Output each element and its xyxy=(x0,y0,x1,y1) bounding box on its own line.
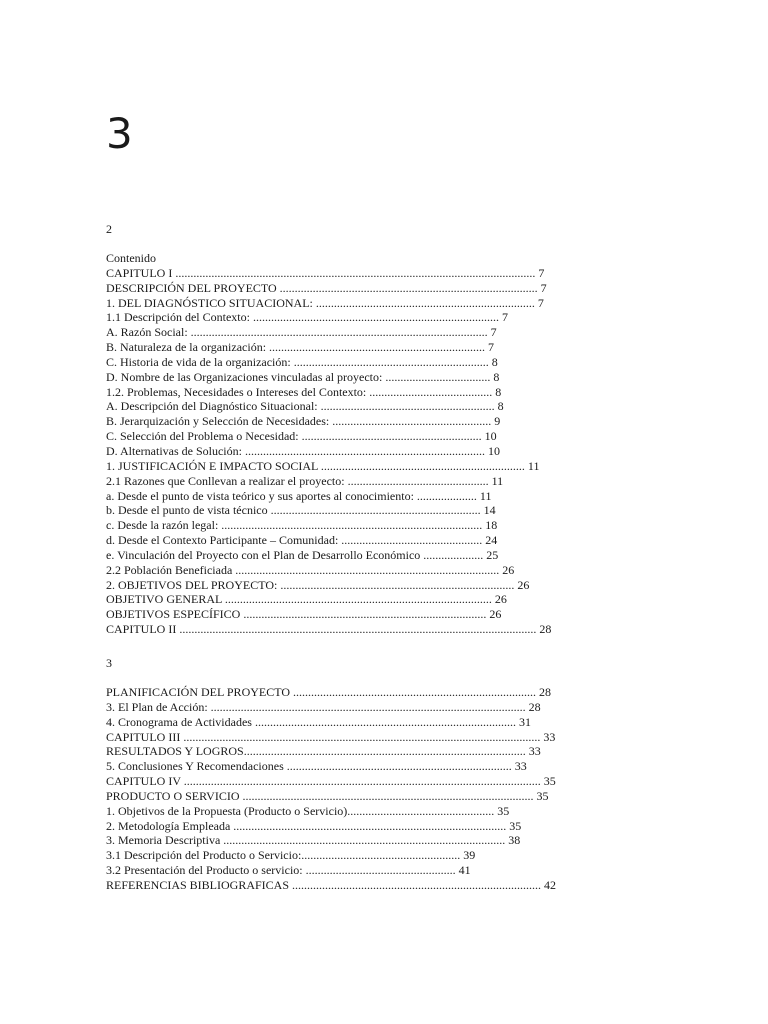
toc-entry[interactable]: 1. Objetivos de la Propuesta (Producto o Servicio)................................................. 35 xyxy=(106,803,510,818)
toc-entry[interactable]: 1.2. Problemas, Necesidades o Intereses del Contexto: ......................................... 8 xyxy=(106,384,502,399)
toc-entry[interactable]: PLANIFICACIÓN DEL PROYECTO ................................................................................. 28 xyxy=(106,685,552,699)
toc-entry[interactable]: 2.2 Población Beneficiada ........................................................................................ 26 xyxy=(106,562,515,577)
table-of-contents-part-1 xyxy=(106,251,626,637)
toc-heading: Contenido xyxy=(106,251,156,265)
large-page-number: 3 xyxy=(106,109,133,158)
toc-entry[interactable]: 2.1 Razones que Conllevan a realizar el proyecto: ............................................... 11 xyxy=(106,473,504,488)
toc-entry[interactable]: d. Desde el Contexto Participante – Comunidad: ............................................... 24 xyxy=(106,533,498,548)
toc-entry[interactable]: b. Desde el punto de vista técnico ...................................................................... 14 xyxy=(106,503,496,518)
toc-entry[interactable]: OBJETIVOS ESPECÍFICO ................................................................................. 26 xyxy=(106,607,502,622)
toc-entry[interactable]: 3. El Plan de Acción: ......................................................................................................... 28 xyxy=(106,699,541,714)
toc-entry[interactable]: REFERENCIAS BIBLIOGRAFICAS ................................................................................... 42 xyxy=(106,877,557,892)
toc-entry[interactable]: 3. Memoria Descriptiva .............................................................................................. 38 xyxy=(106,833,521,848)
toc-entry[interactable]: 3.1 Descripción del Producto o Servicio:..................................................... 39 xyxy=(106,848,476,863)
toc-entry[interactable]: a. Desde el punto de vista teórico y sus aportes al conocimiento: .................... 11 xyxy=(106,488,492,503)
toc-entry[interactable]: 2. OBJETIVOS DEL PROYECTO: .............................................................................. 26 xyxy=(106,577,530,592)
toc-entry[interactable]: 1.1 Descripción del Contexto: .................................................................................. 7 xyxy=(106,310,508,325)
toc-entry[interactable]: CAPITULO I ........................................................................................................................ 7 xyxy=(106,265,545,280)
toc-entry[interactable]: 4. Cronograma de Actividades ....................................................................................... 31 xyxy=(106,714,531,729)
toc-entry[interactable]: c. Desde la razón legal: ....................................................................................... 18 xyxy=(106,518,498,533)
toc-entry[interactable]: C. Historia de vida de la organización: ................................................................. 8 xyxy=(106,354,498,369)
table-of-contents-part-2 xyxy=(106,685,626,893)
toc-entry[interactable]: 1. DEL DIAGNÓSTICO SITUACIONAL: ......................................................................... 7 xyxy=(106,295,544,310)
toc-entry[interactable]: PRODUCTO O SERVICIO ................................................................................................. 35 xyxy=(106,788,549,803)
toc-entry[interactable]: B. Jerarquización y Selección de Necesidades: ..................................................... 9 xyxy=(106,414,501,429)
toc-entry[interactable]: 3.2 Presentación del Producto o servicio: .................................................. 41 xyxy=(106,863,471,878)
toc-entry[interactable]: 1. JUSTIFICACIÓN E IMPACTO SOCIAL .................................................................... 11 xyxy=(106,458,540,473)
toc-entry[interactable]: CAPITULO II ....................................................................................................................... 28 xyxy=(106,622,552,637)
toc-entry[interactable]: C. Selección del Problema o Necesidad: ............................................................ 10 xyxy=(106,429,497,444)
toc-entry[interactable]: CAPITULO III ....................................................................................................................... 33 xyxy=(106,729,556,744)
toc-entry[interactable]: 5. Conclusiones Y Recomendaciones ........................................................................... 33 xyxy=(106,759,527,774)
toc-entry[interactable]: 2. Metodología Empleada ........................................................................................... 35 xyxy=(106,818,522,833)
toc-entry[interactable]: A. Descripción del Diagnóstico Situacional: .......................................................... 8 xyxy=(106,399,504,414)
toc-entry[interactable]: D. Alternativas de Solución: ................................................................................ 10 xyxy=(106,443,500,458)
toc-entry[interactable]: DESCRIPCIÓN DEL PROYECTO ...................................................................................... 7 xyxy=(106,280,547,295)
toc-entry[interactable]: e. Vinculación del Proyecto con el Plan de Desarrollo Económico .................... 25 xyxy=(106,547,499,562)
toc-entry[interactable]: D. Nombre de las Organizaciones vinculadas al proyecto: ................................... 8 xyxy=(106,369,500,384)
toc-entry[interactable]: RESULTADOS Y LOGROS.............................................................................................. 33 xyxy=(106,744,541,759)
toc-entry[interactable]: OBJETIVO GENERAL ......................................................................................... 26 xyxy=(106,592,507,607)
toc-entry[interactable]: A. Razón Social: ................................................................................................... 7 xyxy=(106,325,497,340)
toc-entry[interactable]: B. Naturaleza de la organización: ........................................................................ 7 xyxy=(106,340,495,355)
toc-entry[interactable]: CAPITULO IV ....................................................................................................................... 35 xyxy=(106,774,556,789)
page-number-label: 2 xyxy=(106,222,112,236)
page-number-label: 3 xyxy=(106,656,112,670)
